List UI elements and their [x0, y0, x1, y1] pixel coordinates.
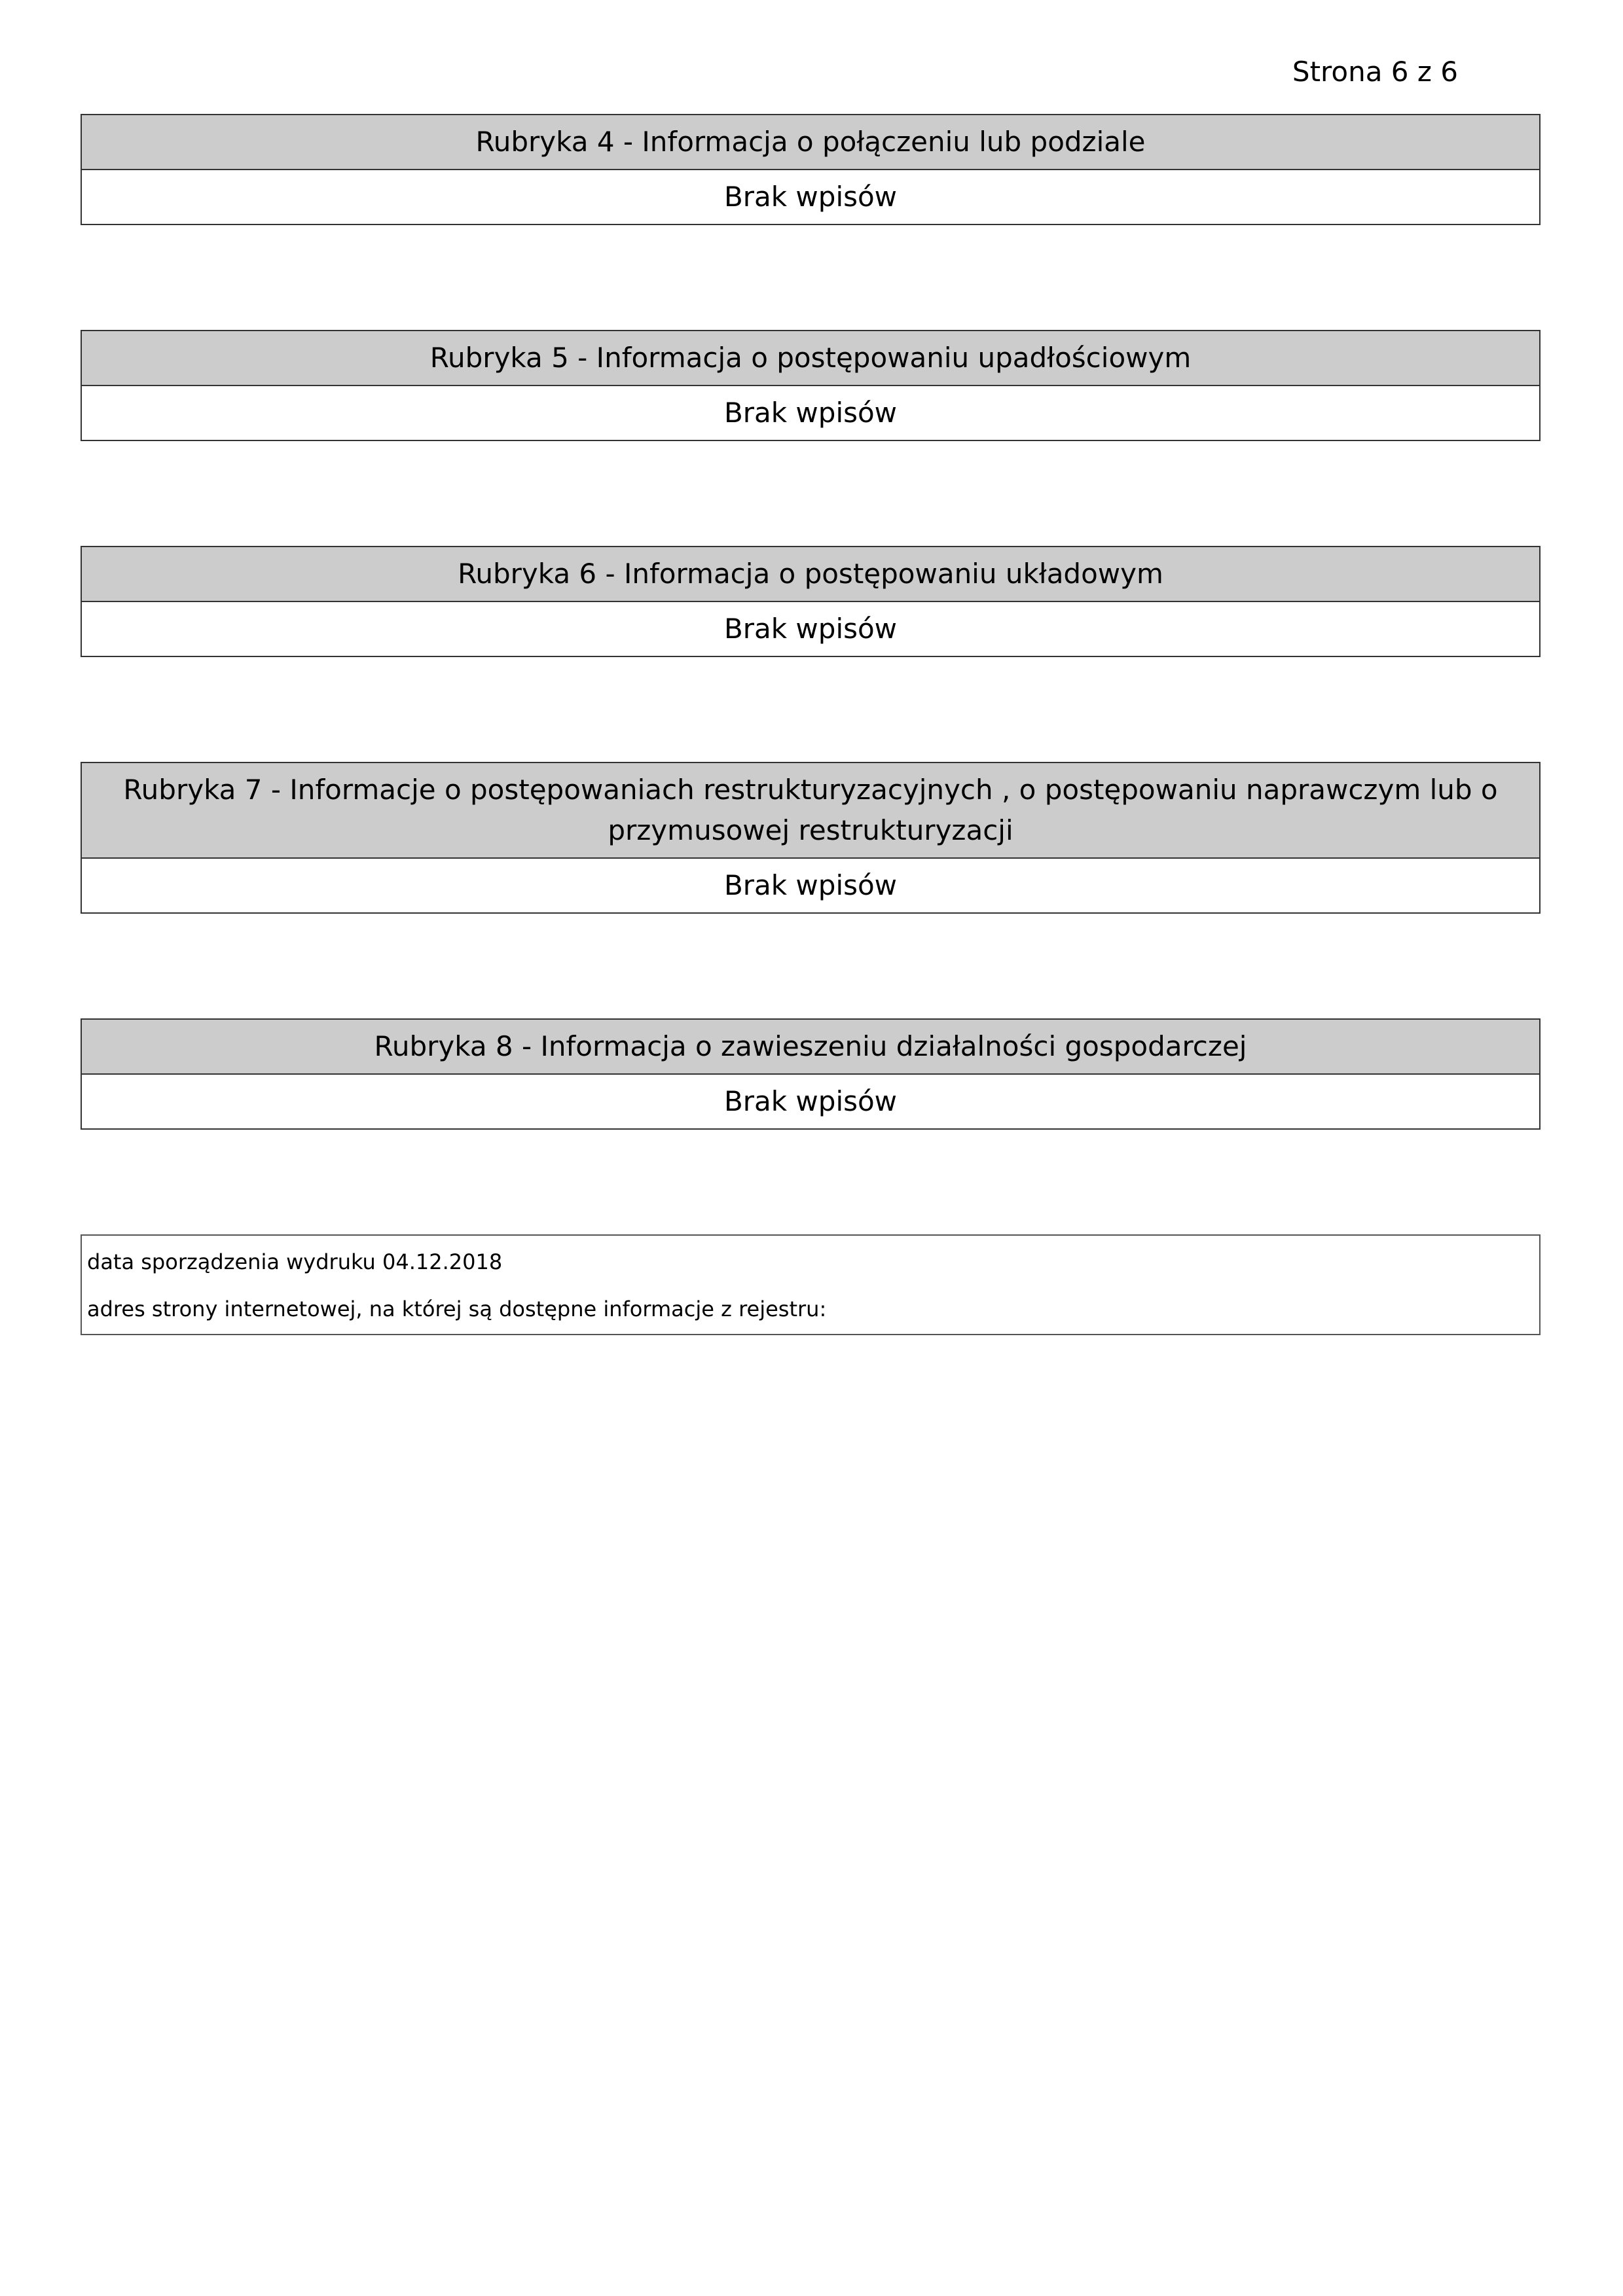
- section-rubryka-6: [81, 546, 1541, 657]
- document-sections: [81, 114, 1541, 1335]
- website-address: adres strony internetowej, na której są dostępne informacje z rejestru:: [87, 1297, 827, 1321]
- section-title: Rubryka 8 - Informacja o zawieszeniu działalności gospodarczej: [82, 1020, 1539, 1075]
- section-rubryka-8: [81, 1018, 1541, 1130]
- section-rubryka-7: [81, 762, 1541, 914]
- print-info-box: [81, 1234, 1541, 1335]
- section-title: Rubryka 6 - Informacja o postępowaniu układowym: [82, 547, 1539, 602]
- section-body: Brak wpisów: [723, 181, 898, 213]
- section-body: Brak wpisów: [723, 613, 898, 645]
- section-title: Rubryka 5 - Informacja o postępowaniu upadłościowym: [82, 331, 1539, 386]
- print-date: data sporządzenia wydruku 04.12.2018: [87, 1249, 503, 1274]
- section-rubryka-5: [81, 330, 1541, 441]
- section-body: Brak wpisów: [723, 1085, 898, 1117]
- section-title: Rubryka 7 - Informacje o postępowaniach restrukturyzacyjnych , o postępowaniu naprawczym lub o przymusowej restrukturyzacji: [82, 763, 1539, 859]
- section-title: Rubryka 4 - Informacja o połączeniu lub podziale: [82, 115, 1539, 170]
- section-rubryka-4: [81, 114, 1541, 225]
- section-body: Brak wpisów: [723, 397, 898, 429]
- section-body: Brak wpisów: [723, 869, 898, 901]
- page-number: Strona 6 z 6: [1292, 56, 1458, 88]
